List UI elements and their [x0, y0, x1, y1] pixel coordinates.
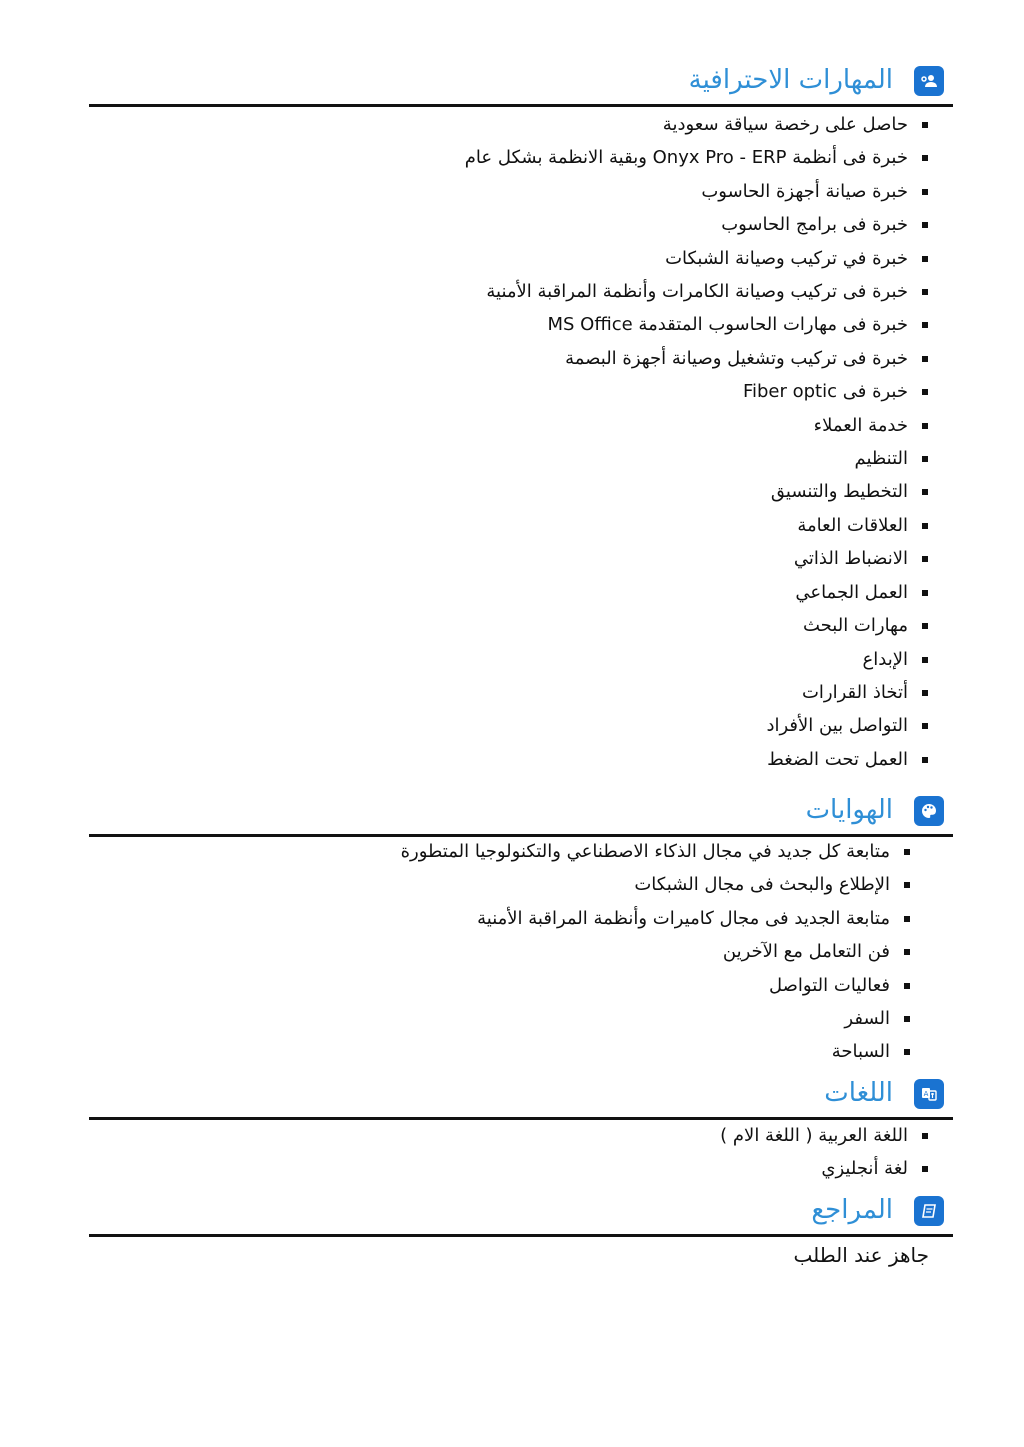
list-item: الإطلاع والبحث فى مجال الشبكات	[634, 873, 953, 897]
list-item: خبرة فى Fiber optic	[743, 380, 953, 404]
list-item: الانضباط الذاتي	[794, 547, 953, 571]
list-item: خبرة فى تركيب وتشغيل وصيانة أجهزة البصمة	[565, 347, 953, 371]
list-item: خبرة صيانة أجهزة الحاسوب	[701, 180, 953, 204]
list-item: العلاقات العامة	[797, 514, 953, 538]
list-item: مهارات البحث	[803, 614, 953, 638]
languages-section	[89, 1075, 953, 1179]
list-item: الإبداع	[863, 648, 953, 672]
list-item: خبرة فى مهارات الحاسوب المتقدمة MS Office	[547, 313, 953, 337]
list-item: خبرة في تركيب وصيانة الشبكات	[665, 247, 953, 271]
list-item: أتخاذ القرارات	[802, 681, 953, 705]
list-item: متابعة كل جديد في مجال الذكاء الاصطناعي والتكنولوجيا المتطورة	[401, 840, 953, 864]
book-icon	[914, 1196, 944, 1226]
languages-divider	[89, 1117, 953, 1120]
list-item: التواصل بين الأفراد	[766, 714, 953, 738]
list-item: خبرة فى أنظمة Onyx Pro - ERP وبقية الانظمة بشكل عام	[465, 146, 953, 170]
language-icon	[914, 1079, 944, 1109]
palette-icon	[914, 796, 944, 826]
list-item: السفر	[844, 1007, 953, 1031]
hobbies-section	[89, 792, 953, 1062]
hobbies-header	[89, 792, 953, 836]
list-item: فن التعامل مع الآخرين	[723, 940, 953, 964]
list-item: لغة أنجليزي	[821, 1157, 953, 1181]
list-item: اللغة العربية ( اللغة الام )	[720, 1124, 953, 1148]
references-divider	[89, 1234, 953, 1237]
list-item: خبرة فى برامج الحاسوب	[721, 213, 953, 237]
list-item: العمل تحت الضغط	[767, 748, 953, 772]
references-section	[89, 1192, 953, 1267]
list-item: خبرة فى تركيب وصيانة الكامرات وأنظمة المراقبة الأمنية	[486, 280, 953, 304]
languages-header	[89, 1075, 953, 1119]
skills-header	[89, 62, 953, 106]
list-item: خدمة العملاء	[814, 414, 953, 438]
list-item: فعاليات التواصل	[769, 974, 953, 998]
hobbies-title: الهوايات	[805, 795, 893, 825]
skills-section	[89, 62, 953, 770]
references-text: جاهز عند الطلب	[793, 1243, 929, 1267]
svg-text:A: A	[923, 1090, 929, 1098]
list-item: متابعة الجديد فى مجال كاميرات وأنظمة المراقبة الأمنية	[477, 907, 953, 931]
list-item: حاصل على رخصة سياقة سعودية	[663, 113, 953, 137]
list-item: التخطيط والتنسيق	[771, 480, 953, 504]
list-item: العمل الجماعي	[795, 581, 953, 605]
references-title: المراجع	[811, 1195, 893, 1225]
references-header	[89, 1192, 953, 1236]
list-item: السباحة	[832, 1040, 953, 1064]
skills-divider	[89, 104, 953, 107]
users-cog-icon	[914, 66, 944, 96]
skills-title: المهارات الاحترافية	[688, 65, 893, 95]
list-item: التنظيم	[854, 447, 953, 471]
hobbies-divider	[89, 834, 953, 837]
languages-title: اللغات	[824, 1078, 893, 1108]
